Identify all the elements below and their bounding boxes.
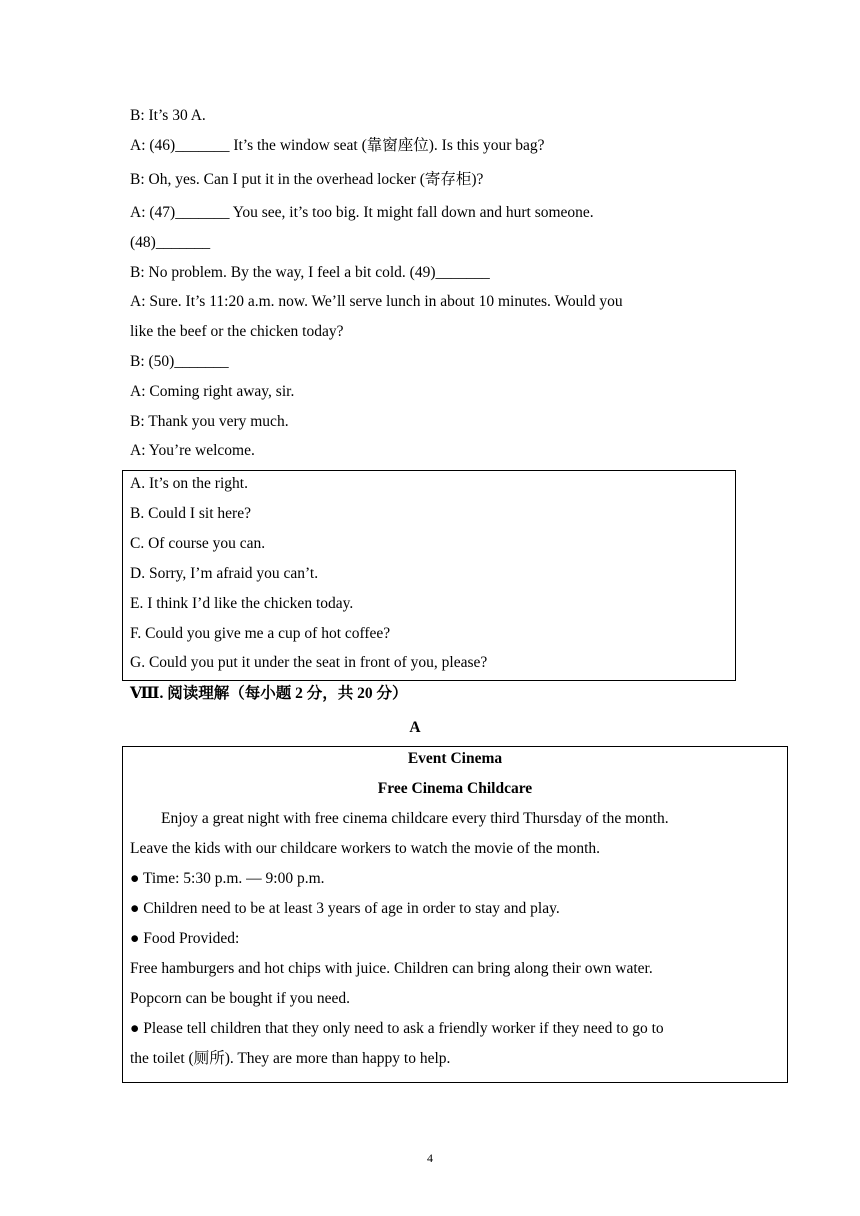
passage-box [122,746,788,1083]
dialogue-line: (48)_______ [130,234,211,251]
option-item: B. Could I sit here? [130,505,251,522]
option-item: A. It’s on the right. [130,475,248,492]
dialogue-line: B: No problem. By the way, I feel a bit cold. (49)_______ [130,264,490,281]
dialogue-line: B: Thank you very much. [130,413,289,430]
passage-line: Enjoy a great night with free cinema childcare every third Thursday of the month. [161,810,669,827]
passage-line: Leave the kids with our childcare workers to watch the movie of the month. [130,840,601,857]
option-item: D. Sorry, I’m afraid you can’t. [130,565,319,582]
option-item: C. Of course you can. [130,535,266,552]
dialogue-line: like the beef or the chicken today? [130,323,344,340]
section-title: Ⅷ. 阅读理解（每小题 2 分，共 20 分） [130,685,408,702]
page-number: 4 [427,1151,433,1165]
option-item: F. Could you give me a cup of hot coffee? [130,625,391,642]
option-item: E. I think I’d like the chicken today. [130,595,354,612]
dialogue-line: A: You’re welcome. [130,442,255,459]
dialogue-line: B: It’s 30 A. [130,107,206,124]
passage-line: ● Please tell children that they only need to ask a friendly worker if they need to go to [130,1020,664,1037]
passage-subtitle: Free Cinema Childcare [377,780,533,797]
options-box [122,470,736,681]
passage-line: ● Children need to be at least 3 years of age in order to stay and play. [130,900,560,917]
dialogue-line: A: (46)_______ It’s the window seat (靠窗座位). Is this your bag? [130,137,545,154]
passage-line: Free hamburgers and hot chips with juice. Children can bring along their own water. [130,960,653,977]
passage-line: ● Food Provided: [130,930,240,947]
passage-line: Popcorn can be bought if you need. [130,990,350,1007]
dialogue-line: B: Oh, yes. Can I put it in the overhead locker (寄存柜)? [130,171,484,188]
dialogue-line: A: Sure. It’s 11:20 a.m. now. We’ll serve lunch in about 10 minutes. Would you [130,293,623,310]
dialogue-line: B: (50)_______ [130,353,229,370]
dialogue-line: A: (47)_______ You see, it’s too big. It might fall down and hurt someone. [130,204,594,221]
passage-title: Event Cinema [407,750,503,767]
dialogue-line: A: Coming right away, sir. [130,383,295,400]
option-item: G. Could you put it under the seat in front of you, please? [130,654,488,671]
passage-line: the toilet (厕所). They are more than happy to help. [130,1050,451,1067]
passage-label: A [409,719,421,736]
passage-line: ● Time: 5:30 p.m. — 9:00 p.m. [130,870,325,887]
